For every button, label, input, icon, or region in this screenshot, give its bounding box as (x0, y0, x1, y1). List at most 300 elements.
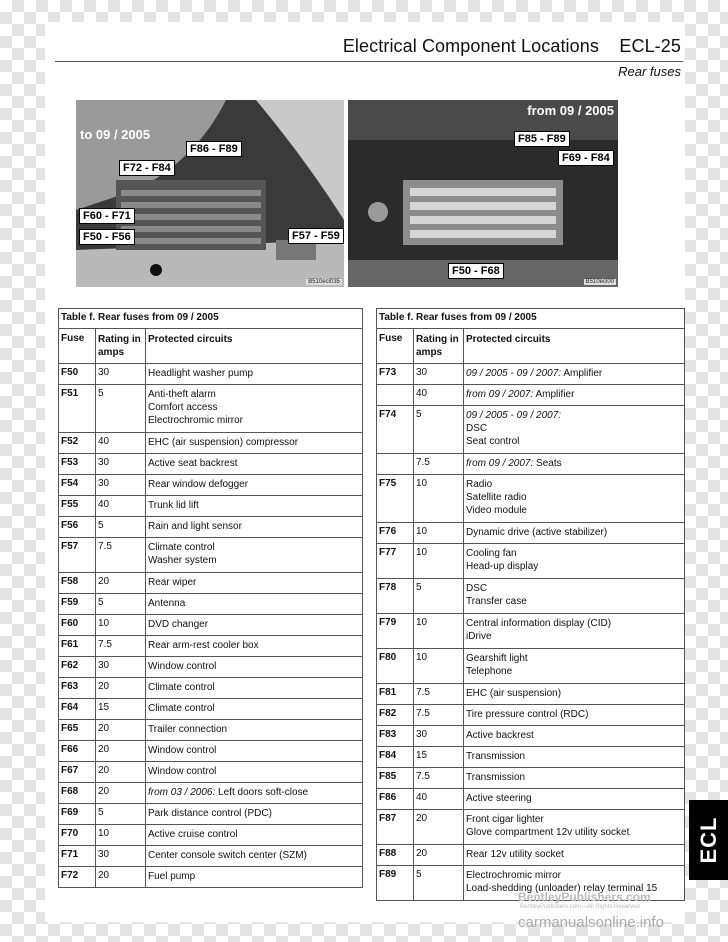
section-tab (689, 800, 728, 880)
protected-circuits (146, 804, 362, 824)
fuse-number: F81 (379, 687, 397, 698)
circuit-line (148, 744, 360, 757)
header-rating: Rating in amps (413, 329, 464, 363)
manual-page (45, 22, 685, 922)
fuse-rating: 7.5 (413, 768, 464, 788)
fuse-rating: 15 (413, 747, 464, 767)
fuse-rating: 5 (413, 866, 464, 900)
fuse-rating: 30 (95, 657, 146, 677)
circuit-text: Climate control (148, 703, 215, 714)
fuse-number: F51 (61, 388, 79, 399)
fuse-rating: 30 (95, 364, 146, 384)
circuit-text: Trailer connection (148, 724, 228, 735)
fuse-number: F83 (379, 729, 397, 740)
protected-circuits (464, 768, 684, 788)
fuse-number: F79 (379, 617, 397, 628)
table-header (377, 329, 684, 364)
circuit-text: Left doors soft-close (218, 787, 309, 798)
circuit-text: Telephone (466, 666, 513, 677)
fuse-number: F58 (61, 576, 79, 587)
table-caption: Table f. Rear fuses from 09 / 2005 (59, 309, 362, 329)
circuit-line (466, 826, 682, 839)
circuit-line (148, 618, 360, 631)
protected-circuits (146, 720, 362, 740)
circuit-line (466, 729, 682, 742)
fuse-number: F66 (61, 744, 79, 755)
table-row (59, 538, 362, 573)
circuit-text: Seats (536, 458, 562, 469)
circuit-text: Center console switch center (SZM) (148, 850, 307, 861)
fuse-number: F74 (379, 409, 397, 420)
circuit-line (466, 435, 682, 448)
protected-circuits (146, 433, 362, 453)
fuse-number: F69 (61, 807, 79, 818)
circuit-text: Active steering (466, 793, 532, 804)
table-row (59, 385, 362, 433)
circuit-text: Amplifier (535, 389, 575, 400)
circuit-text: Transmission (466, 772, 526, 783)
fuse-number: F89 (379, 869, 397, 880)
circuit-line (148, 436, 360, 449)
fuse-number: F60 (61, 618, 79, 629)
circuit-line (466, 630, 682, 643)
table-row (377, 364, 684, 385)
circuit-line (466, 582, 682, 595)
circuit-line (466, 617, 682, 630)
circuit-text: Transmission (466, 751, 526, 762)
fuse-rating: 30 (95, 454, 146, 474)
fuse-number: F78 (379, 582, 397, 593)
table-row (377, 705, 684, 726)
circuit-line (466, 813, 682, 826)
protected-circuits (464, 544, 684, 578)
header-fuse: Fuse (379, 333, 403, 344)
fuse-table-right (376, 308, 685, 901)
circuit-text: EHC (air suspension) compressor (148, 437, 299, 448)
table-row (59, 741, 362, 762)
circuit-line (466, 771, 682, 784)
fuse-rating: 7.5 (413, 454, 464, 474)
circuit-text: Washer system (148, 555, 217, 566)
fuse-rating: 15 (95, 699, 146, 719)
photo-tag-early: to 09 / 2005 (80, 127, 151, 142)
circuit-text: Climate control (148, 682, 215, 693)
protected-circuits (464, 385, 684, 405)
circuit-text: Window control (148, 766, 217, 777)
circuit-line (148, 478, 360, 491)
fuse-number: F50 (61, 367, 79, 378)
protected-circuits (146, 846, 362, 866)
fuse-number: F64 (61, 702, 79, 713)
date-note: 09 / 2005 - 09 / 2007: (466, 368, 562, 379)
table-row (377, 845, 684, 866)
table-row (377, 810, 684, 845)
table-header (59, 329, 362, 364)
fuse-rating: 7.5 (413, 684, 464, 704)
fuse-rating: 30 (95, 846, 146, 866)
circuit-text: Rear 12v utility socket (466, 849, 564, 860)
page-subtitle: Rear fuses (618, 64, 681, 79)
table-body (59, 364, 362, 887)
table-row (59, 364, 362, 385)
fuse-number: F52 (61, 436, 79, 447)
fuse-range-label: F57 - F59 (288, 228, 344, 244)
fuse-rating: 5 (413, 406, 464, 453)
fuse-range-label: F60 - F71 (79, 208, 135, 224)
circuit-line (466, 457, 682, 470)
fuse-rating: 20 (95, 720, 146, 740)
protected-circuits (464, 726, 684, 746)
protected-circuits (146, 741, 362, 761)
protected-circuits (464, 523, 684, 543)
table-row (377, 544, 684, 579)
protected-circuits (464, 747, 684, 767)
circuit-text: Anti-theft alarm (148, 389, 216, 400)
protected-circuits (146, 657, 362, 677)
fuse-number: F75 (379, 478, 397, 489)
header-circuits: Protected circuits (148, 334, 233, 345)
fuse-number: F73 (379, 367, 397, 378)
fuse-rating: 5 (413, 579, 464, 613)
fuse-range-label: F86 - F89 (186, 141, 242, 157)
protected-circuits (146, 538, 362, 572)
protected-circuits (146, 496, 362, 516)
table-row (377, 684, 684, 705)
circuit-line (148, 388, 360, 401)
fuse-rating: 20 (95, 783, 146, 803)
table-row (59, 636, 362, 657)
protected-circuits (146, 867, 362, 887)
fuse-rating: 10 (413, 523, 464, 543)
header-rating: Rating in amps (95, 329, 146, 363)
circuit-line (148, 723, 360, 736)
table-row (377, 385, 684, 406)
circuit-text: Front cigar lighter (466, 814, 544, 825)
fuse-rating: 5 (95, 804, 146, 824)
fuse-table-left (58, 308, 363, 888)
fuse-number: F87 (379, 813, 397, 824)
circuit-text: Electrochromic mirror (148, 415, 244, 426)
circuit-line (148, 597, 360, 610)
fuse-rating: 10 (95, 615, 146, 635)
table-row (59, 783, 362, 804)
circuit-line (466, 422, 682, 435)
fuse-rating: 40 (413, 385, 464, 405)
photo-tag-late: from 09 / 2005 (527, 103, 614, 118)
circuit-text: DSC (466, 423, 488, 434)
header-fuse: Fuse (61, 333, 85, 344)
fuse-rating: 5 (95, 517, 146, 537)
table-row (59, 720, 362, 741)
fuse-rating: 20 (95, 741, 146, 761)
circuit-line (466, 708, 682, 721)
fuse-number: F59 (61, 597, 79, 608)
circuit-line (466, 665, 682, 678)
circuit-text: Amplifier (563, 368, 603, 379)
table-row (59, 454, 362, 475)
protected-circuits (146, 517, 362, 537)
fuse-rating: 10 (95, 825, 146, 845)
table-row (59, 762, 362, 783)
circuit-line (466, 526, 682, 539)
circuit-text: Rear arm-rest cooler box (148, 640, 259, 651)
fuse-number: F68 (61, 786, 79, 797)
fuse-number: F88 (379, 848, 397, 859)
circuit-text: Window control (148, 745, 217, 756)
circuit-line (148, 828, 360, 841)
fuse-rating: 40 (95, 496, 146, 516)
table-row (59, 517, 362, 538)
fuse-rating: 20 (95, 678, 146, 698)
circuit-line (148, 367, 360, 380)
fuse-number (377, 454, 413, 474)
fuse-number: F53 (61, 457, 79, 468)
circuit-line (148, 639, 360, 652)
title-rule (55, 61, 683, 62)
table-row (59, 475, 362, 496)
protected-circuits (464, 705, 684, 725)
fuse-number: F55 (61, 499, 79, 510)
table-row (377, 747, 684, 768)
circuit-line (466, 792, 682, 805)
circuit-line (466, 687, 682, 700)
protected-circuits (464, 454, 684, 474)
circuit-line (148, 576, 360, 589)
circuit-text: DVD changer (148, 619, 209, 630)
fuse-number: F76 (379, 526, 397, 537)
protected-circuits (464, 845, 684, 865)
fuse-rating: 7.5 (413, 705, 464, 725)
circuit-line (466, 547, 682, 560)
photo-code: B510ecl00 (585, 279, 614, 285)
protected-circuits (464, 649, 684, 683)
circuit-line (148, 807, 360, 820)
fuse-number: F82 (379, 708, 397, 719)
fuse-number: F80 (379, 652, 397, 663)
circuit-text: Seat control (466, 436, 520, 447)
table-row (59, 804, 362, 825)
circuit-text: Comfort access (148, 402, 218, 413)
circuit-line (148, 554, 360, 567)
circuit-text: Gearshift light (466, 653, 528, 664)
header-circuits: Protected circuits (466, 334, 551, 345)
table-row (377, 614, 684, 649)
table-row (377, 649, 684, 684)
fuse-number: F84 (379, 750, 397, 761)
circuit-text: Radio (466, 479, 493, 490)
protected-circuits (146, 783, 362, 803)
protected-circuits (146, 678, 362, 698)
circuit-text: EHC (air suspension) (466, 688, 562, 699)
fuse-rating: 10 (413, 649, 464, 683)
table-row (59, 573, 362, 594)
fuse-number: F54 (61, 478, 79, 489)
protected-circuits (146, 454, 362, 474)
circuit-line (466, 595, 682, 608)
circuit-text: iDrive (466, 631, 492, 642)
section-tab-label: ECL (695, 816, 721, 864)
protected-circuits (146, 762, 362, 782)
fuse-rating: 7.5 (95, 538, 146, 572)
fuse-rating: 30 (413, 364, 464, 384)
fuse-rating: 40 (95, 433, 146, 453)
circuit-line (466, 478, 682, 491)
fuse-rating: 40 (413, 789, 464, 809)
fuse-box-photo-late-art (348, 100, 618, 287)
protected-circuits (146, 573, 362, 593)
circuit-line (466, 491, 682, 504)
circuit-text: Fuel pump (148, 871, 196, 882)
fuse-number: F62 (61, 660, 79, 671)
circuit-text: Active seat backrest (148, 458, 238, 469)
fuse-number: F61 (61, 639, 79, 650)
fuse-number: F67 (61, 765, 79, 776)
table-row (377, 579, 684, 614)
circuit-line (148, 414, 360, 427)
protected-circuits (464, 810, 684, 844)
circuit-text: Active cruise control (148, 829, 238, 840)
fuse-number: F70 (61, 828, 79, 839)
date-note: 09 / 2005 - 09 / 2007: (466, 410, 562, 421)
circuit-text: Head-up display (466, 561, 539, 572)
fuse-rating: 20 (95, 762, 146, 782)
fuse-rating: 30 (95, 475, 146, 495)
circuit-text: Satellite radio (466, 492, 527, 503)
fuse-rating: 20 (95, 867, 146, 887)
circuit-line (148, 541, 360, 554)
circuit-text: Window control (148, 661, 217, 672)
fuse-rating: 10 (413, 475, 464, 522)
fuse-range-label: F50 - F68 (448, 263, 504, 279)
table-row (59, 678, 362, 699)
protected-circuits (464, 579, 684, 613)
protected-circuits (146, 364, 362, 384)
fuse-number: F57 (61, 541, 79, 552)
protected-circuits (146, 594, 362, 614)
fuse-number: F77 (379, 547, 397, 558)
protected-circuits (146, 615, 362, 635)
fuse-rating: 5 (95, 385, 146, 432)
circuit-text: Transfer case (466, 596, 527, 607)
circuit-line (466, 367, 682, 380)
circuit-text: Headlight washer pump (148, 368, 254, 379)
protected-circuits (464, 475, 684, 522)
protected-circuits (146, 699, 362, 719)
circuit-text: Cooling fan (466, 548, 517, 559)
table-row (377, 768, 684, 789)
table-row (59, 433, 362, 454)
fuse-rating: 5 (95, 594, 146, 614)
fuse-number (377, 385, 413, 405)
fuse-number: F63 (61, 681, 79, 692)
table-row (59, 615, 362, 636)
circuit-line (148, 499, 360, 512)
circuit-text: Video module (466, 505, 527, 516)
date-note: from 03 / 2006: (148, 787, 216, 798)
table-row (59, 657, 362, 678)
circuit-line (466, 652, 682, 665)
fuse-rating: 20 (413, 810, 464, 844)
fuse-number: F71 (61, 849, 79, 860)
table-row (59, 594, 362, 615)
circuit-text: Dynamic drive (active stabilizer) (466, 527, 608, 538)
fuse-box-photo-early (76, 100, 344, 287)
fuse-range-label: F69 - F84 (558, 150, 614, 166)
table-row (377, 726, 684, 747)
protected-circuits (464, 406, 684, 453)
protected-circuits (464, 364, 684, 384)
fuse-rating: 30 (413, 726, 464, 746)
table-row (377, 406, 684, 454)
fuse-range-label: F50 - F56 (79, 229, 135, 245)
fuse-rating: 10 (413, 614, 464, 648)
table-row (59, 496, 362, 517)
table-row (59, 699, 362, 720)
fuse-number: F65 (61, 723, 79, 734)
circuit-line (466, 409, 682, 422)
circuit-line (466, 504, 682, 517)
circuit-text: DSC (466, 583, 488, 594)
circuit-text: Climate control (148, 542, 215, 553)
table-body (377, 364, 684, 900)
circuit-line (148, 786, 360, 799)
fuse-box-photo-late (348, 100, 618, 287)
watermark-rights: BentleyPublishers.com—All Rights Reserved (520, 904, 640, 910)
circuit-text: Trunk lid lift (148, 500, 199, 511)
table-row (377, 789, 684, 810)
circuit-line (466, 750, 682, 763)
table-row (377, 454, 684, 475)
circuit-line (148, 660, 360, 673)
circuit-line (148, 681, 360, 694)
circuit-text: Tire pressure control (RDC) (466, 709, 589, 720)
circuit-line (148, 849, 360, 862)
protected-circuits (146, 825, 362, 845)
protected-circuits (464, 614, 684, 648)
protected-circuits (146, 636, 362, 656)
circuit-line (148, 765, 360, 778)
fuse-number: F85 (379, 771, 397, 782)
circuit-text: Park distance control (PDC) (148, 808, 272, 819)
circuit-text: Central information display (CID) (466, 618, 612, 629)
fuse-range-label: F85 - F89 (514, 131, 570, 147)
circuit-line (148, 702, 360, 715)
circuit-text: Glove compartment 12v utility socket (466, 827, 630, 838)
circuit-line (466, 869, 682, 882)
protected-circuits (464, 684, 684, 704)
fuse-number: F56 (61, 520, 79, 531)
table-row (59, 846, 362, 867)
page-title: Electrical Component Locations ECL-25 (342, 36, 681, 56)
table-caption: Table f. Rear fuses from 09 / 2005 (377, 309, 684, 329)
circuit-text: Antenna (148, 598, 186, 609)
circuit-line (148, 457, 360, 470)
circuit-text: Electrochromic mirror (466, 870, 562, 881)
fuse-range-label: F72 - F84 (119, 160, 175, 176)
protected-circuits (146, 475, 362, 495)
watermark-brand: BentleyPublishers.com (518, 890, 651, 904)
circuit-text: Rear window defogger (148, 479, 249, 490)
table-row (377, 475, 684, 523)
circuit-line (466, 560, 682, 573)
fuse-number: F86 (379, 792, 397, 803)
protected-circuits (464, 789, 684, 809)
circuit-line (148, 870, 360, 883)
circuit-line (466, 848, 682, 861)
circuit-text: Rain and light sensor (148, 521, 242, 532)
circuit-text: Rear wiper (148, 577, 197, 588)
photo-code: B510ecl035 (308, 279, 340, 285)
